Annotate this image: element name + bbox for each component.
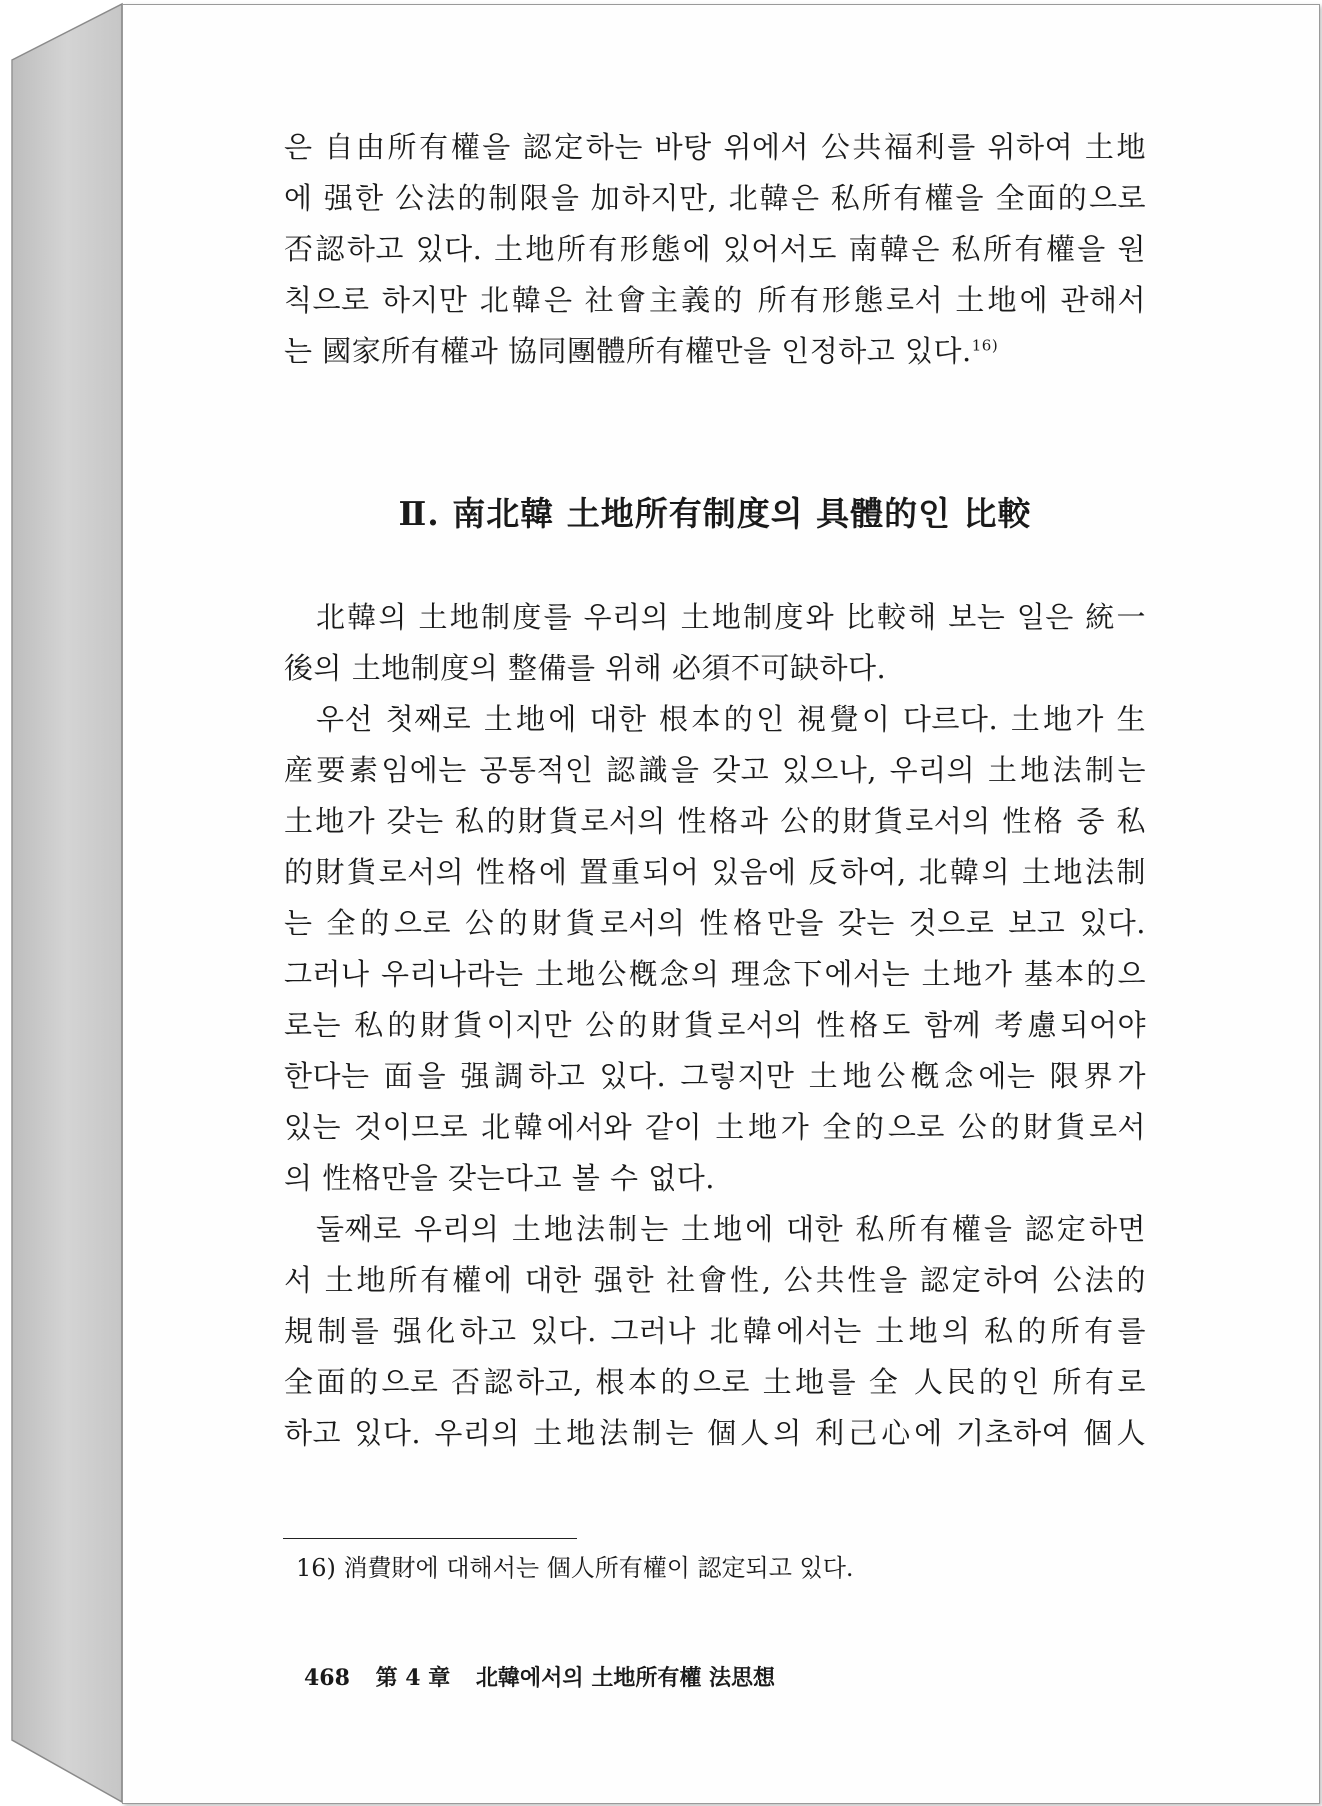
text-line: 로는 私的財貨이지만 公的財貨로서의 性格도 함께 考慮되어야	[284, 1008, 1146, 1042]
footnote: 16) 消費財에 대해서는 個人所有權이 認定되고 있다.	[296, 1554, 854, 1582]
text-line: 은 自由所有權을 認定하는 바탕 위에서 公共福利를 위하여 土地	[284, 130, 1146, 164]
text-line: 北韓의 土地制度를 우리의 土地制度와 比較해 보는 일은 統一	[316, 600, 1146, 634]
text-line: 産要素임에는 공통적인 認識을 갖고 있으나, 우리의 土地法制는	[284, 753, 1146, 787]
text-line	[284, 326, 1146, 377]
text-line: 의 性格만을 갖는다고 볼 수 없다.	[284, 1161, 715, 1195]
text-line: 全面的으로 否認하고, 根本的으로 土地를 全 人民的인 所有로	[284, 1365, 1146, 1399]
footnote-marker: 16)	[971, 336, 999, 355]
text-line: 規制를 强化하고 있다. 그러나 北韓에서는 土地의 私的所有를	[284, 1314, 1146, 1348]
text-line: 否認하고 있다. 土地所有形態에 있어서도 南韓은 私所有權을 원	[284, 232, 1146, 266]
text-line: 있는 것이므로 北韓에서와 같이 土地가 全的으로 公的財貨로서	[284, 1110, 1146, 1144]
chapter-number: 第 4 章	[375, 1665, 451, 1691]
text-line: 그러나 우리나라는 土地公槪念의 理念下에서는 土地가 基本的으	[284, 957, 1146, 991]
chapter-title: 北韓에서의 土地所有權 法思想	[475, 1665, 775, 1691]
text-line: 는 全的으로 公的財貨로서의 性格만을 갖는 것으로 보고 있다.	[284, 906, 1146, 940]
text-line: 後의 土地制度의 整備를 위해 必須不可缺하다.	[284, 651, 887, 685]
text-line: 칙으로 하지만 北韓은 社會主義的 所有形態로서 土地에 관해서	[284, 283, 1146, 317]
page-number: 468	[304, 1665, 350, 1691]
running-footer	[304, 1660, 793, 1696]
intro-paragraph	[284, 122, 1146, 377]
text-line: 的財貨로서의 性格에 置重되어 있음에 反하여, 北韓의 土地法制	[284, 855, 1146, 889]
text-line: 하고 있다. 우리의 土地法制는 個人의 利己心에 기초하여 個人	[284, 1416, 1146, 1450]
text-line: 서 土地所有權에 대한 强한 社會性, 公共性을 認定하여 公法的	[284, 1263, 1146, 1297]
book-spine-edge	[0, 0, 130, 1806]
body-text	[284, 592, 1146, 1459]
text-line: 둘째로 우리의 土地法制는 土地에 대한 私所有權을 認定하면	[316, 1212, 1146, 1246]
text-line: 土地가 갖는 私的財貨로서의 性格과 公的財貨로서의 性格 중 私	[284, 804, 1146, 838]
text-line: 우선 첫째로 土地에 대한 根本的인 視覺이 다르다. 土地가 生	[316, 702, 1146, 736]
text-line-content: 는 國家所有權과 協同團體所有權만을 인정하고 있다.	[284, 334, 972, 368]
text-line: 에 强한 公法的制限을 加하지만, 北韓은 私所有權을 全面的으로	[284, 181, 1146, 215]
text-line: 한다는 面을 强調하고 있다. 그렇지만 土地公槪念에는 限界가	[284, 1059, 1146, 1093]
footnote-divider	[283, 1538, 577, 1539]
section-heading: Ⅱ. 南北韓 土地所有制度의 具體的인 比較	[398, 494, 1032, 533]
